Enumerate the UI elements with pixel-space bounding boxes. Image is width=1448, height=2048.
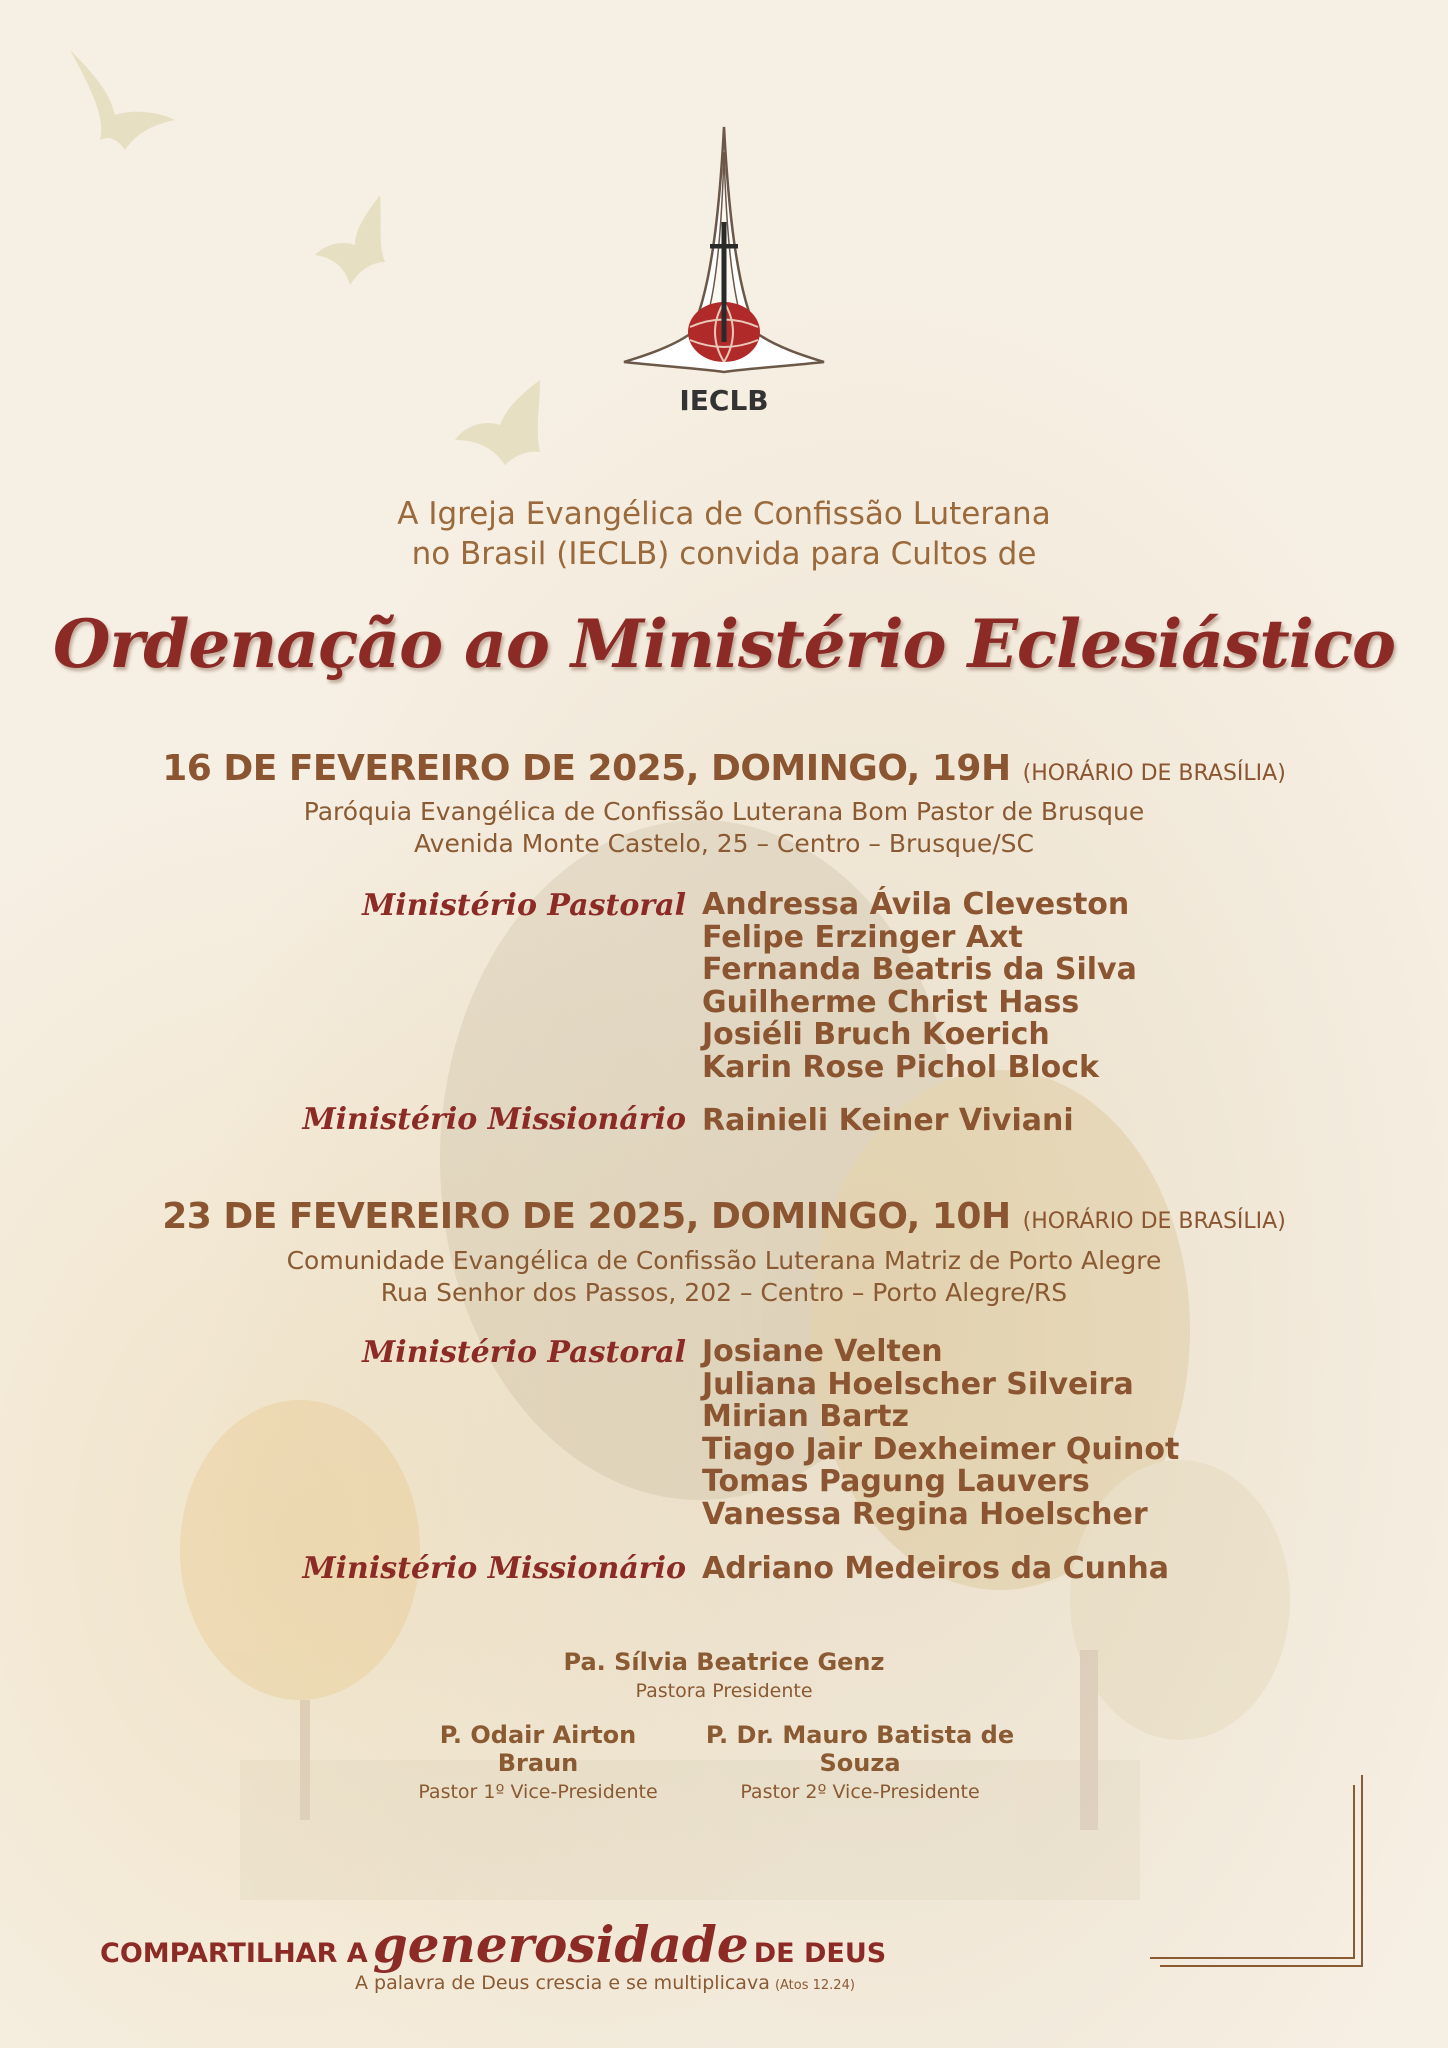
signer-name: Pa. Sílvia Beatrice Genz	[563, 1648, 885, 1676]
bird-icon	[70, 50, 175, 150]
footer-slogan	[100, 1915, 886, 1974]
bird-icon	[455, 380, 540, 465]
page-title: Ordenação ao Ministério Eclesiástico	[52, 605, 1395, 683]
event-2-missionary-name: Adriano Medeiros da Cunha	[702, 1551, 1169, 1586]
ordinand-name: Karin Rose Pichol Block	[702, 1049, 1099, 1085]
ieclb-logo	[620, 122, 828, 422]
event-2-pastoral-label: Ministério Pastoral	[362, 1335, 686, 1370]
ordinand-name: Tomas Pagung Lauvers	[702, 1464, 1090, 1500]
event-1-venue	[0, 796, 1448, 860]
event-1-pastoral-names	[702, 889, 1137, 1085]
intro-line-2: no Brasil (IECLB) convida para Cultos de	[411, 536, 1037, 572]
signer-name: P. Odair Airton Braun	[439, 1721, 637, 1777]
event-1-missionary-name: Rainieli Keiner Viviani	[702, 1103, 1074, 1138]
slogan-part-1: COMPARTILHAR A	[100, 1938, 368, 1969]
event-date-text: 23 DE FEVEREIRO DE 2025, DOMINGO, 10H	[162, 1196, 1011, 1237]
intro-line-1: A Igreja Evangélica de Confissão Luterana	[397, 496, 1051, 532]
birds	[70, 50, 540, 465]
intro-text	[0, 494, 1448, 574]
event-timezone: (HORÁRIO DE BRASÍLIA)	[1022, 761, 1286, 786]
ordinand-name: Felipe Erzinger Axt	[702, 919, 1023, 955]
signer-title: Pastora Presidente	[635, 1680, 813, 1702]
event-2-venue	[0, 1245, 1448, 1309]
slogan-highlight: generosidade	[372, 1915, 749, 1974]
verse-text: A palavra de Deus crescia e se multiplicava	[355, 1972, 770, 1994]
ordinand-name: Vanessa Regina Hoelscher	[702, 1496, 1148, 1532]
footer-verse	[355, 1972, 855, 1994]
ordinand-name: Josiane Velten	[702, 1334, 943, 1369]
signature-vice-1	[408, 1721, 668, 1803]
bird-icon	[315, 195, 385, 285]
ordinand-name: Mirian Bartz	[702, 1399, 909, 1435]
event-timezone: (HORÁRIO DE BRASÍLIA)	[1022, 1209, 1286, 1234]
event-1-date	[0, 748, 1448, 789]
ordinand-name: Andressa Ávila Cleveston	[702, 887, 1130, 922]
signer-title: Pastor 2º Vice-Presidente	[740, 1781, 980, 1803]
event-1-pastoral-label: Ministério Pastoral	[362, 888, 686, 923]
ordinand-name: Josiéli Bruch Koerich	[702, 1017, 1050, 1053]
ordinand-name: Guilherme Christ Hass	[702, 984, 1080, 1020]
venue-name: Paróquia Evangélica de Confissão Luterana Bom Pastor de Brusque	[303, 797, 1145, 826]
event-date-text: 16 DE FEVEREIRO DE 2025, DOMINGO, 19H	[162, 748, 1011, 789]
corner-frame	[1150, 1775, 1362, 1966]
signature-president	[0, 1648, 1448, 1702]
event-2-pastoral-names	[702, 1336, 1179, 1532]
ordinand-name: Tiago Jair Dexheimer Quinot	[702, 1431, 1180, 1467]
event-2-date	[0, 1196, 1448, 1237]
venue-address: Avenida Monte Castelo, 25 – Centro – Brusque/SC	[414, 829, 1034, 858]
ieclb-emblem-icon	[620, 122, 828, 402]
event-1-missionary-label: Ministério Missionário	[302, 1102, 686, 1137]
signature-vice-2	[680, 1721, 1040, 1803]
signer-title: Pastor 1º Vice-Presidente	[418, 1781, 658, 1803]
ordinand-name: Fernanda Beatris da Silva	[702, 952, 1137, 988]
ordinand-name: Juliana Hoelscher Silveira	[702, 1366, 1134, 1402]
signer-name: P. Dr. Mauro Batista de Souza	[705, 1721, 1015, 1777]
venue-address: Rua Senhor dos Passos, 202 – Centro – Porto Alegre/RS	[380, 1278, 1068, 1307]
logo-text: IECLB	[679, 384, 769, 417]
verse-reference: (Atos 12.24)	[774, 1978, 855, 1993]
venue-name: Comunidade Evangélica de Confissão Luterana Matriz de Porto Alegre	[286, 1246, 1162, 1275]
slogan-part-2: DE DEUS	[753, 1938, 887, 1969]
event-2-missionary-label: Ministério Missionário	[302, 1551, 686, 1586]
